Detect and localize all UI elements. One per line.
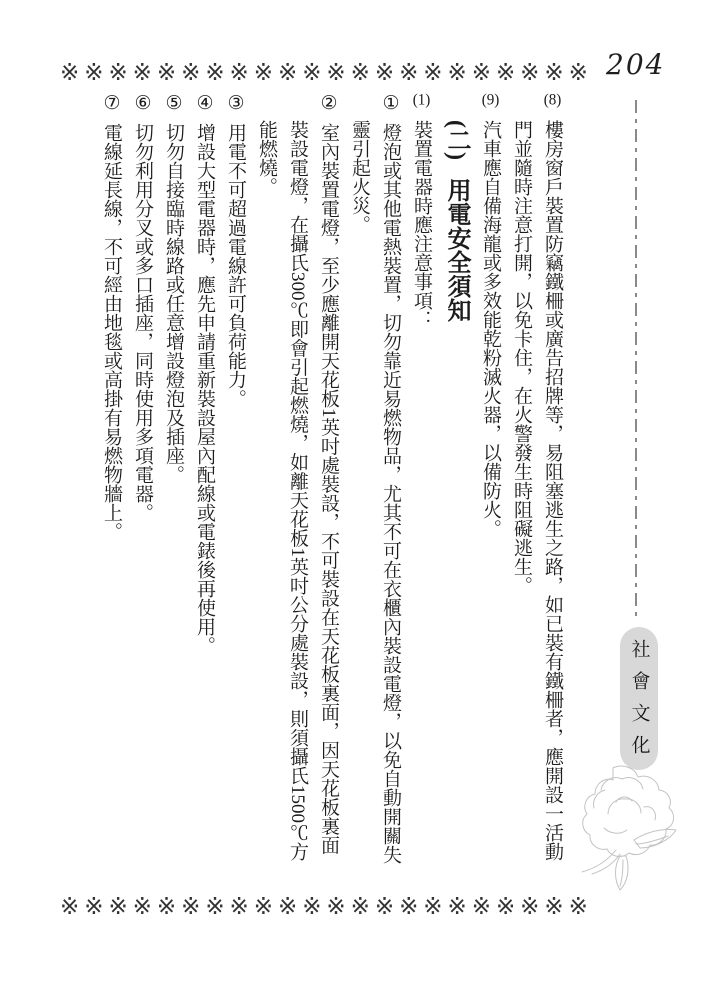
reference-mark-icon: ※ (302, 60, 322, 86)
section-tab-label: 社會文化 (628, 638, 650, 767)
section-tab (620, 627, 658, 770)
text-item (189, 92, 220, 865)
reference-mark-icon: ※ (205, 60, 225, 86)
reference-mark-icon: ※ (399, 60, 419, 86)
reference-mark-icon: ※ (181, 894, 201, 920)
reference-mark-icon: ※ (423, 60, 443, 86)
reference-mark-icon: ※ (447, 894, 467, 920)
reference-mark-icon: ※ (495, 60, 516, 86)
item-marker: ② (318, 92, 339, 114)
item-text: 樓房窗戶裝置防竊鐵柵或廣告招牌等，易阻塞逃生之路，如已裝有鐵柵者，應開設一活動門並隨時注意打開，以免卡住，在火警發生時阻礙逃生。 (511, 120, 563, 861)
item-text: 汽車應自備海龍或多效能乾粉滅火器，以備防火。 (480, 120, 501, 538)
reference-mark-icon: ※ (568, 60, 588, 86)
ornament-border-bottom (60, 896, 588, 919)
item-marker: ④ (194, 92, 215, 114)
text-item (406, 92, 437, 865)
reference-mark-icon: ※ (447, 60, 467, 86)
reference-mark-icon: ※ (326, 894, 346, 920)
reference-mark-icon: ※ (544, 60, 564, 86)
item-marker: (8) (543, 92, 562, 108)
reference-mark-icon: ※ (374, 894, 395, 920)
item-text: 切勿利用分叉或多口插座，同時使用多項電器。 (132, 123, 153, 522)
item-text: 電線延長線，不可經由地毯或高掛有易燃物牆上。 (101, 123, 122, 541)
reference-mark-icon: ※ (350, 894, 370, 920)
item-marker: ③ (225, 92, 246, 114)
item-text: 增設大型電器時，應先申請重新裝設屋內配線或電錶後再使用。 (194, 123, 215, 655)
reference-mark-icon: ※ (374, 60, 395, 86)
reference-mark-icon: ※ (108, 60, 128, 86)
reference-mark-icon: ※ (253, 60, 274, 86)
reference-mark-icon: ※ (156, 894, 177, 920)
text-item (344, 92, 406, 865)
peony-illustration (556, 762, 708, 899)
reference-mark-icon: ※ (156, 60, 177, 86)
reference-mark-icon: ※ (132, 60, 152, 86)
text-item (158, 92, 189, 865)
text-item (437, 120, 475, 865)
reference-mark-icon: ※ (520, 894, 540, 920)
reference-mark-icon: ※ (229, 894, 249, 920)
reference-mark-icon: ※ (568, 894, 588, 920)
item-marker: ⑦ (101, 92, 122, 114)
reference-mark-icon: ※ (399, 894, 419, 920)
reference-mark-icon: ※ (520, 60, 540, 86)
reference-mark-icon: ※ (326, 60, 346, 86)
text-item (475, 92, 506, 865)
reference-mark-icon: ※ (132, 894, 152, 920)
peony-flower-icon (556, 762, 708, 894)
text-item (127, 92, 158, 865)
divider-dash-line (635, 100, 637, 620)
item-text: 用電不可超過電線許可負荷能力。 (225, 123, 246, 408)
reference-mark-icon: ※ (60, 60, 80, 86)
item-text: 裝置電器時應注意事項： (411, 120, 432, 329)
reference-mark-icon: ※ (495, 894, 516, 920)
reference-mark-icon: ※ (181, 60, 201, 86)
reference-mark-icon: ※ (84, 60, 104, 86)
reference-mark-icon: ※ (302, 894, 322, 920)
reference-mark-icon: ※ (471, 894, 491, 920)
item-marker: ① (380, 92, 401, 114)
text-item (220, 92, 251, 865)
item-text: 室內裝置電燈，至少應離開天花板1英吋處裝設，不可裝設在天花板裏面，因天花板裏面裝設電燈，在攝氏300℃即會引起燃燒，如離天花板1英吋公分處裝設，則須攝氏1500℃方能燃燒。 (256, 120, 339, 861)
reference-mark-icon: ※ (350, 60, 370, 86)
ornament-border-top (60, 62, 588, 85)
reference-mark-icon: ※ (205, 894, 225, 920)
reference-mark-icon: ※ (108, 894, 128, 920)
reference-mark-icon: ※ (544, 894, 564, 920)
text-item (506, 92, 568, 865)
item-marker: (二) (443, 120, 469, 160)
item-marker: (1) (412, 92, 431, 108)
reference-mark-icon: ※ (423, 894, 443, 920)
item-marker: ⑥ (132, 92, 153, 114)
text-item (96, 92, 127, 865)
item-text: 用電安全須知 (443, 177, 469, 322)
reference-mark-icon: ※ (277, 60, 298, 86)
reference-mark-icon: ※ (84, 894, 104, 920)
reference-mark-icon: ※ (471, 60, 491, 86)
reference-mark-icon: ※ (229, 60, 249, 86)
reference-mark-icon: ※ (60, 894, 80, 920)
reference-mark-icon: ※ (277, 894, 298, 920)
item-text: 燈泡或其他電熱裝置，切勿靠近易燃物品，尤其不可在衣櫃內裝設電燈，以免自動開關失靈引起火災。 (349, 120, 401, 864)
reference-mark-icon: ※ (253, 894, 274, 920)
page-number: 204 (606, 48, 666, 81)
item-text: 切勿自接臨時線路或任意增設燈泡及插座。 (163, 123, 184, 484)
text-item (251, 92, 344, 865)
item-marker: (9) (481, 92, 500, 108)
vertical-text-block (96, 92, 568, 865)
item-marker: ⑤ (163, 92, 184, 114)
